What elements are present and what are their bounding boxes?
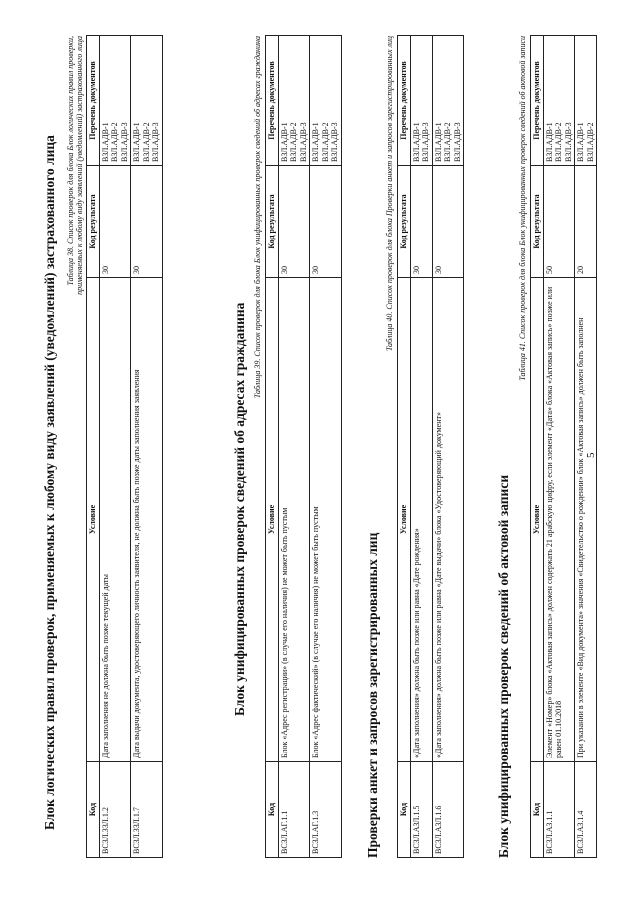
section-title-logical-rules: Блок логических правил проверок, применяемых к любому виду заявлений (уведомлений) застрахованного лица — [42, 135, 57, 830]
caption-line: применяемых к любому виду заявлений (уведомлений) застрахованного лица — [75, 36, 84, 295]
cell-docs — [410, 36, 432, 166]
table-row — [410, 36, 432, 858]
table-38 — [86, 35, 163, 858]
cell-condition: При указании в элементе «Вид документа» значения «Свидетельство о рождении» блок «Актовая запись» должен быть заполнен — [575, 278, 597, 762]
column-header-code: Код — [87, 762, 100, 858]
column-header-docs: Перечень документов — [531, 36, 544, 166]
cell-code: ВСЗЛ.АЗ.1.4 — [575, 762, 597, 858]
cell-code: ВСЗЛ.ЗЗЛ.1.2 — [99, 762, 131, 858]
doc-code: ВЗЛ.АДВ-1 — [279, 122, 289, 162]
doc-code: ВЗЛ.АДВ-2 — [585, 122, 595, 162]
doc-code: ВЗЛ.АДВ-3 — [421, 122, 430, 162]
table-41 — [530, 35, 597, 858]
cell-docs — [543, 36, 575, 166]
doc-code: ВЗЛ.АДВ-2 — [554, 122, 563, 162]
column-header-docs: Перечень документов — [398, 36, 411, 166]
cell-condition: Дата заполнения не должна быть позже текущей даты — [99, 278, 131, 762]
caption-line: Таблица 38. Список проверок для блока Блок логических правил проверки, — [66, 36, 75, 286]
caption-line: Таблица 39. Список проверок для блока Блок унифицированных проверок сведений об адресах гражданина — [253, 36, 262, 399]
cell-condition: «Дата заполнения» должна быть позже или равна «Дате выдачи» блока «Удостоверяющий документ» — [432, 278, 464, 762]
column-header-condition: Условие — [531, 278, 544, 762]
doc-code: ВЗЛ.АДВ-2 — [443, 122, 452, 162]
cell-code: ВСЗЛ.ЗЗЛ.1.7 — [131, 762, 163, 858]
doc-code: ВЗЛ.АДВ-3 — [330, 122, 339, 162]
doc-code: ВЗЛ.АДВ-1 — [100, 122, 110, 162]
page-number: 5 — [585, 452, 597, 458]
cell-condition: Элемент «Номер» блока «Актовая запись» должен содержать 21 арабскую цифру, если элемент «Дата» блока «Актовая запись» позже или равен 01.10.2018 — [543, 278, 575, 762]
table-row — [131, 36, 163, 858]
column-header-code: Код — [266, 762, 279, 858]
cell-code: ВСЗЛ.АГ.1.1 — [278, 762, 310, 858]
cell-docs — [575, 36, 597, 166]
doc-code: ВЗЛ.АДВ-1 — [132, 122, 141, 162]
doc-code: ВЗЛ.АДВ-3 — [119, 122, 129, 162]
doc-code: ВЗЛ.АДВ-1 — [576, 122, 585, 162]
table-row — [310, 36, 342, 858]
doc-code: ВЗЛ.АДВ-1 — [433, 122, 443, 162]
cell-code: ВСЗЛ.АЗ.1.1 — [543, 762, 575, 858]
table-header-row — [266, 36, 279, 858]
doc-code: ВЗЛ.АДВ-1 — [411, 122, 421, 162]
cell-result: 30 — [278, 166, 310, 278]
doc-code: ВЗЛ.АДВ-3 — [452, 122, 462, 162]
column-header-result: Код результата — [87, 166, 100, 278]
doc-code: ВЗЛ.АДВ-1 — [544, 122, 554, 162]
table-header-row — [87, 36, 100, 858]
cell-code: ВСЗЛ.АЗЛ.1.5 — [410, 762, 432, 858]
table-40 — [397, 35, 464, 858]
column-header-result: Код результата — [398, 166, 411, 278]
section-title-questionnaires: Проверки анкет и запросов зарегистрированных лиц — [365, 532, 380, 858]
table-caption-40 — [385, 36, 394, 602]
section-title-civil-records: Блок унифицированных проверок сведений об актовой записи — [496, 474, 511, 858]
column-header-result: Код результата — [266, 166, 279, 278]
table-row — [278, 36, 310, 858]
table-caption-41 — [518, 36, 527, 602]
table-header-row — [398, 36, 411, 858]
doc-code: ВЗЛ.АДВ-2 — [320, 122, 330, 162]
column-header-condition: Условие — [87, 278, 100, 762]
caption-line: Таблица 40. Список проверок для блока Проверки анкет и запросов зарегистрированных лиц — [385, 36, 394, 352]
section-title-addresses: Блок унифицированных проверок сведений об адресах гражданина — [232, 302, 247, 716]
column-header-docs: Перечень документов — [87, 36, 100, 166]
doc-code: ВЗЛ.АДВ-3 — [563, 122, 573, 162]
cell-result: 30 — [131, 166, 163, 278]
cell-result: 20 — [575, 166, 597, 278]
doc-code: ВЗЛ.АДВ-3 — [151, 122, 160, 162]
doc-code: ВЗЛ.АДВ-2 — [289, 122, 298, 162]
cell-condition: Блок «Адрес регистрации» (в случае его наличия) не может быть пустым — [278, 278, 310, 762]
table-39 — [265, 35, 342, 858]
cell-result: 50 — [543, 166, 575, 278]
table-row — [432, 36, 464, 858]
cell-docs — [278, 36, 310, 166]
column-header-result: Код результата — [531, 166, 544, 278]
doc-code: ВЗЛ.АДВ-1 — [311, 122, 320, 162]
cell-docs — [432, 36, 464, 166]
cell-result: 30 — [410, 166, 432, 278]
doc-code: ВЗЛ.АДВ-2 — [141, 122, 151, 162]
cell-docs — [310, 36, 342, 166]
cell-condition: Блок «Адрес фактический» (в случае его наличия) не может быть пустым — [310, 278, 342, 762]
column-header-condition: Условие — [266, 278, 279, 762]
cell-result: 30 — [310, 166, 342, 278]
table-row — [99, 36, 131, 858]
column-header-code: Код — [398, 762, 411, 858]
table-caption-39 — [253, 36, 262, 602]
cell-result: 30 — [432, 166, 464, 278]
table-row — [575, 36, 597, 858]
table-header-row — [531, 36, 544, 858]
column-header-docs: Перечень документов — [266, 36, 279, 166]
cell-code: ВСЗЛ.АГ.1.3 — [310, 762, 342, 858]
cell-condition: Дата выдачи документа, удостоверяющего личность заявителя, не должна быть позже даты заполнения заявления — [131, 278, 163, 762]
doc-code: ВЗЛ.АДВ-2 — [110, 122, 119, 162]
table-caption-38 — [66, 36, 84, 472]
column-header-condition: Условие — [398, 278, 411, 762]
cell-docs — [131, 36, 163, 166]
cell-condition: «Дата заполнения» должна быть позже или равна «Дате рождения» — [410, 278, 432, 762]
cell-code: ВСЗЛ.АЗЛ.1.6 — [432, 762, 464, 858]
doc-code: ВЗЛ.АДВ-3 — [298, 122, 308, 162]
cell-docs — [99, 36, 131, 166]
caption-line: Таблица 41. Список проверок для блока Блок унифицированных проверок сведений об актовой записи — [518, 36, 527, 381]
column-header-code: Код — [531, 762, 544, 858]
cell-result: 30 — [99, 166, 131, 278]
table-row — [543, 36, 575, 858]
